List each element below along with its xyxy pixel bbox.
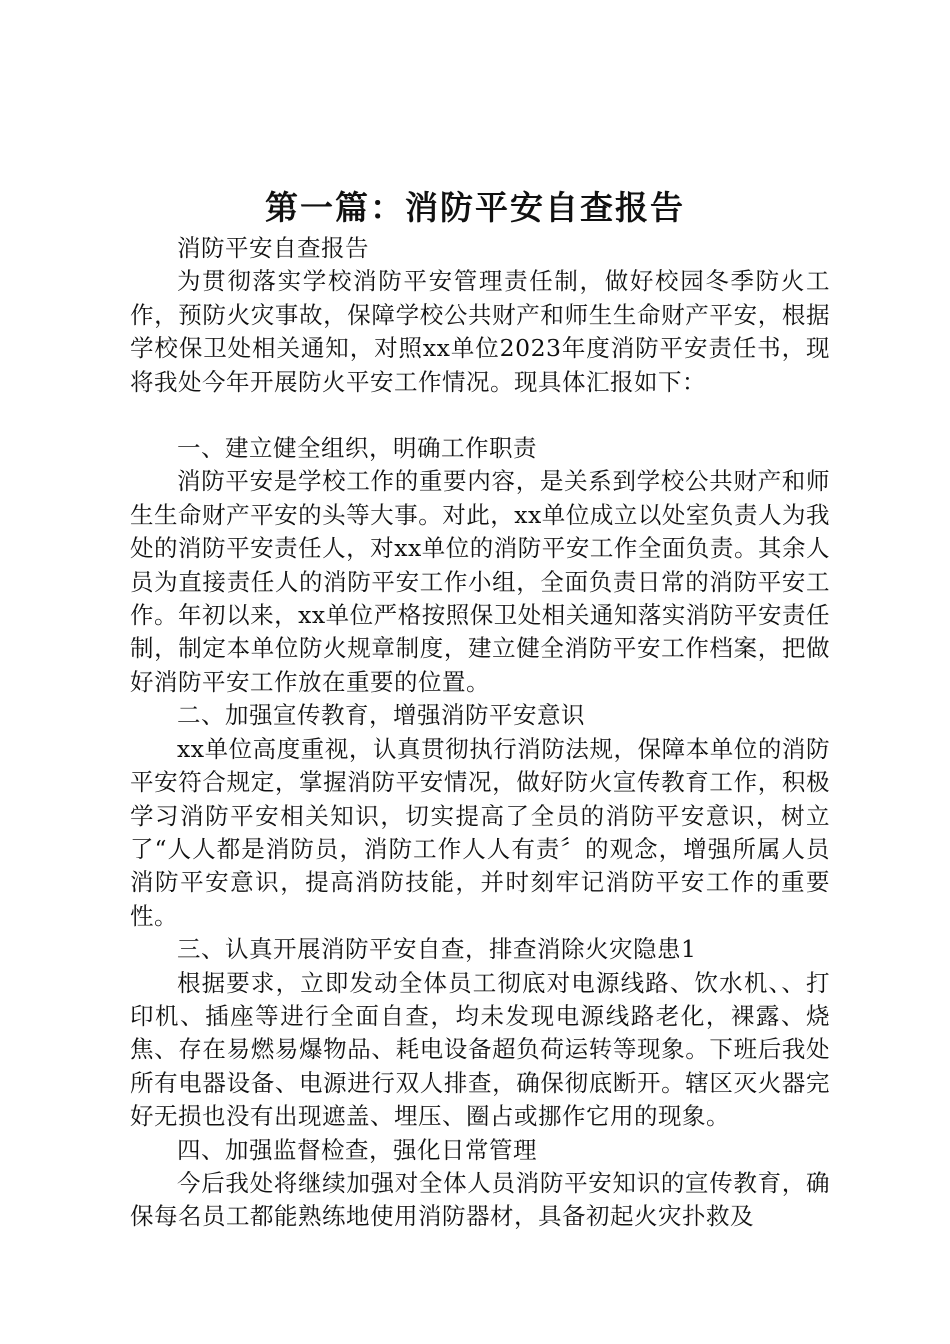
paragraph-section-2: xx单位高度重视，认真贯彻执行消防法规，保障本单位的消防平安符合规定，掌握消防平安情况，做好防火宣传教育工作，积极学习消防平安相关知识，切实提高了全员的消防平安意识，树立了“人人都是消防员，消防工作人人有责〞的观念，增强所属人员消防平安意识，提高消防技能，并时刻牢记消防平安工作的重要性。 <box>130 734 830 930</box>
document-title: 第一篇：消防平安自查报告 <box>265 188 685 227</box>
section-heading-2: 二、加强宣传教育，增强消防平安意识 <box>177 701 585 730</box>
section-heading-4: 四、加强监督检查，强化日常管理 <box>177 1135 537 1164</box>
section-heading-3: 三、认真开展消防平安自查，排查消除火灾隐患1 <box>177 935 697 964</box>
document-body <box>130 232 830 1234</box>
section-heading-1: 一、建立健全组织，明确工作职责 <box>177 434 537 463</box>
paragraph-subtitle: 消防平安自查报告 <box>177 234 369 262</box>
paragraph-section-1: 消防平安是学校工作的重要内容，是关系到学校公共财产和师生生命财产平安的头等大事。对此，xx单位成立以处室负责人为我处的消防平安责任人，对xx单位的消防平安工作全面负责。其余人员为直接责任人的消防平安工作小组，全面负责日常的消防平安工作。年初以来，xx单位严格按照保卫处相关通知落实消防平安责任制，制定本单位防火规章制度，建立健全消防平安工作档案，把做好消防平安工作放在重要的位置。 <box>130 467 830 696</box>
paragraph-section-3: 根据要求，立即发动全体员工彻底对电源线路、饮水机、、打印机、插座等进行全面自查，均未发现电源线路老化，裸露、烧焦、存在易燃易爆物品、耗电设备超负荷运转等现象。下班后我处所有电器设备、电源进行双人排查，确保彻底断开。辖区灭火器完好无损也没有出现遮盖、埋压、圈占或挪作它用的现象。 <box>130 968 830 1131</box>
paragraph-section-4: 今后我处将继续加强对全体人员消防平安知识的宣传教育，确保每名员工都能熟练地使用消防器材，具备初起火灾扑救及 <box>130 1168 830 1231</box>
paragraph-intro: 为贯彻落实学校消防平安管理责任制，做好校园冬季防火工作，预防火灾事故，保障学校公共财产和师生生命财产平安，根据学校保卫处相关通知，对照xx单位2023年度消防平安责任书，现将我处今年开展防火平安工作情况。现具体汇报如下： <box>130 267 830 396</box>
